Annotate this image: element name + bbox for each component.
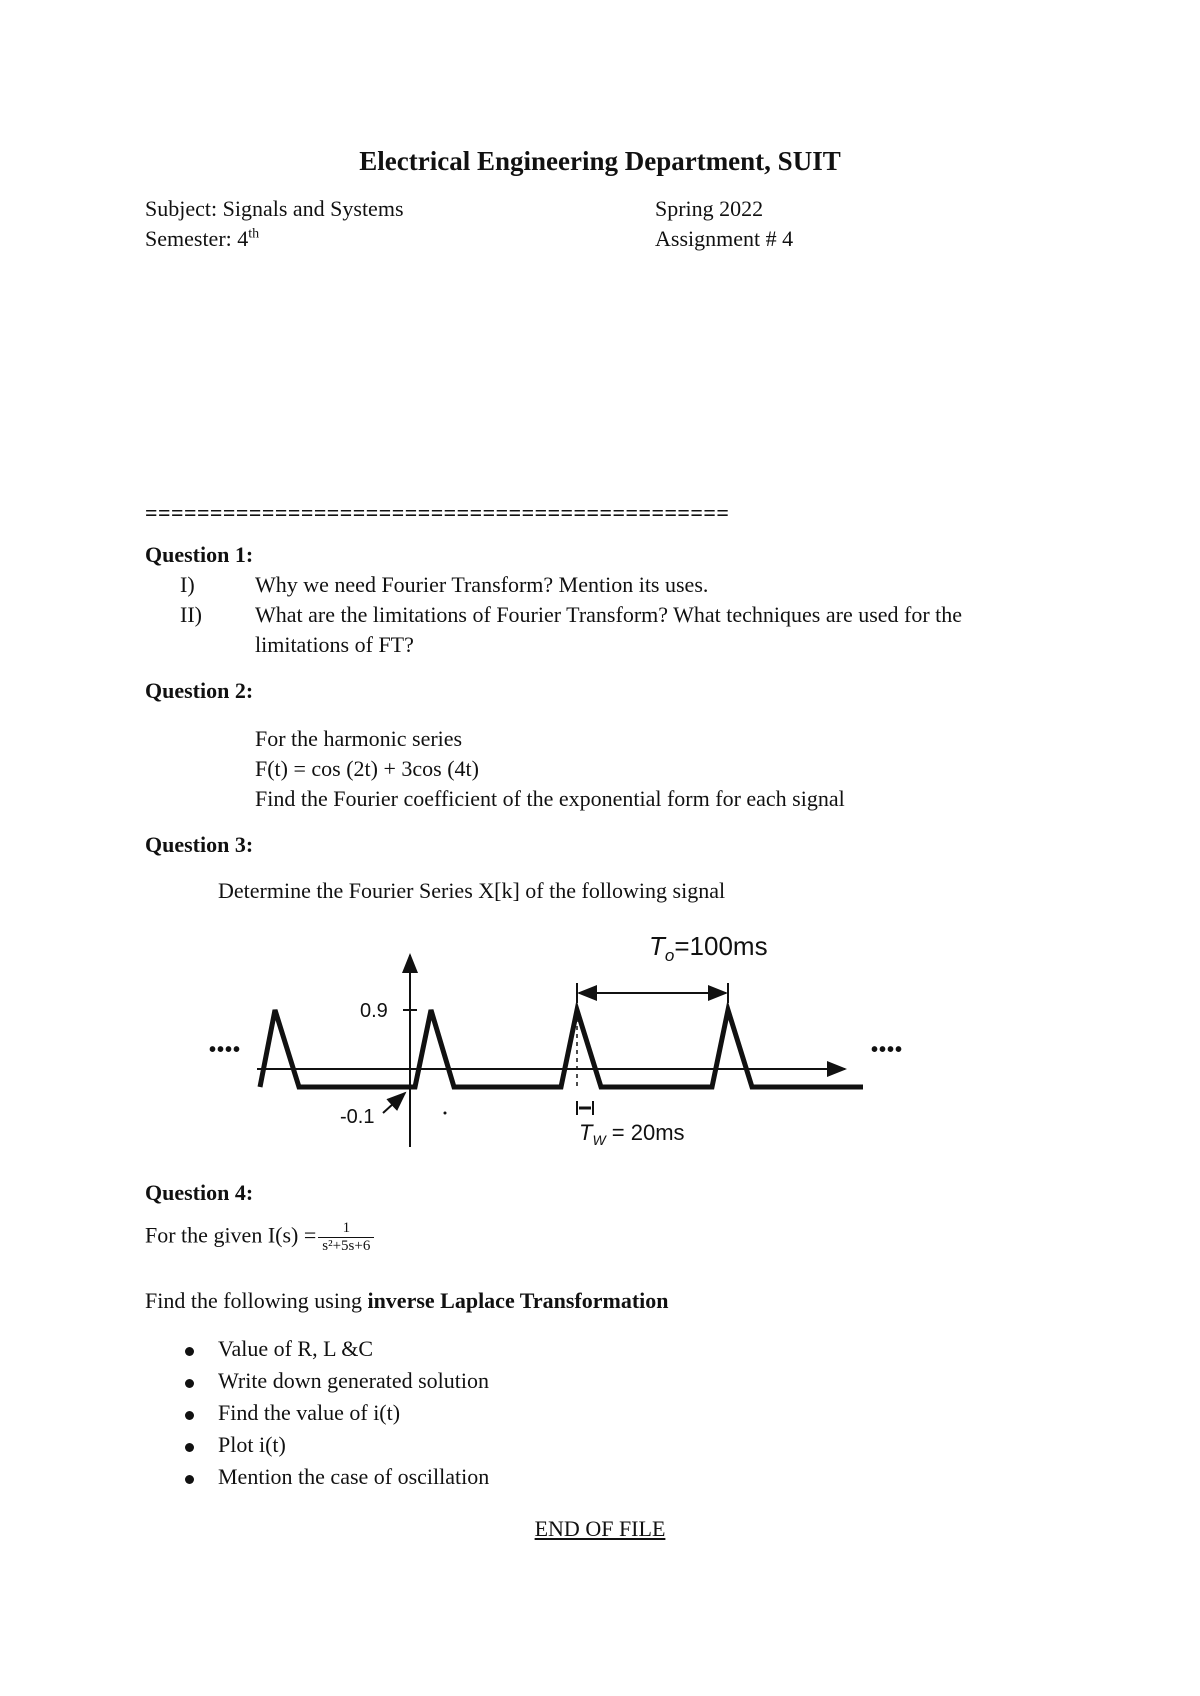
period-label: $T_o=100ms$ <box>649 931 768 965</box>
q4-bullet-1: Value of R, L &C <box>218 1336 373 1361</box>
bullet-icon <box>185 1443 194 1452</box>
separator-line: ============================================= <box>145 500 730 525</box>
q1-item-2-text: What are the limitations of Fourier Transform? What techniques are used for the <box>255 602 963 627</box>
term-line: Spring 2022 <box>655 196 764 221</box>
end-of-file-label: END OF FILE <box>534 1516 666 1541</box>
q2-line-3: Find the Fourier coefficient of the exponential form for each signal <box>255 786 845 811</box>
bullet-icon <box>185 1347 194 1356</box>
subject-line: Subject: Signals and Systems <box>145 196 404 221</box>
q4-find-bold: inverse Laplace Transformation <box>367 1288 669 1313</box>
min-arrow <box>383 1093 405 1113</box>
bullet-icon <box>185 1475 194 1484</box>
left-ellipsis-dots: •••• <box>209 1039 242 1061</box>
q4-bullet-4: Plot i(t) <box>218 1432 286 1457</box>
q4-bullet-5: Mention the case of oscillation <box>218 1464 490 1489</box>
right-ellipsis-dots: •••• <box>871 1039 904 1061</box>
q4-given-line <box>145 1220 374 1255</box>
q4-find-line <box>145 1288 669 1314</box>
q1-item-2-number: II) <box>180 602 202 627</box>
semester-superscript: th <box>248 226 260 242</box>
min-label: -0.1 <box>340 1106 375 1128</box>
semester-text: Semester: 4 <box>145 226 249 251</box>
question-2-heading: Question 2: <box>145 678 254 703</box>
semester-line <box>145 226 259 252</box>
transfer-fraction <box>318 1220 374 1255</box>
bullet-icon <box>185 1379 194 1388</box>
question-1-heading: Question 1: <box>145 542 254 567</box>
q3-text: Determine the Fourier Series X[k] of the following signal <box>218 878 726 903</box>
peak-label: 0.9 <box>360 1000 388 1022</box>
q4-bullet-2: Write down generated solution <box>218 1368 489 1393</box>
q1-item-2-continuation: limitations of FT? <box>255 632 414 657</box>
q1-item-1-number: I) <box>180 572 195 597</box>
assignment-line: Assignment # 4 <box>655 226 794 251</box>
q4-bullet-3: Find the value of i(t) <box>218 1400 401 1425</box>
question-3-heading: Question 3: <box>145 832 254 857</box>
question-4-heading: Question 4: <box>145 1180 254 1205</box>
q2-line-2: F(t) = cos (2t) + 3cos (4t) <box>255 756 479 781</box>
width-label: $T_W = 20ms$ <box>579 1120 685 1148</box>
q1-item-1-text: Why we need Fourier Transform? Mention its uses. <box>255 572 709 597</box>
q4-given-text: For the given I(s) = <box>145 1222 317 1248</box>
fraction-numerator: 1 <box>342 1220 351 1236</box>
fraction-denominator: s²+5s+6 <box>318 1237 374 1255</box>
document-title: Electrical Engineering Department, SUIT <box>359 146 841 176</box>
stray-dot <box>444 1112 447 1115</box>
pulse-train-figure <box>195 925 935 1165</box>
bullet-icon <box>185 1411 194 1420</box>
pulse-signal <box>260 1010 863 1087</box>
q4-find-text: Find the following using <box>145 1288 368 1313</box>
q2-line-1: For the harmonic series <box>255 726 463 751</box>
